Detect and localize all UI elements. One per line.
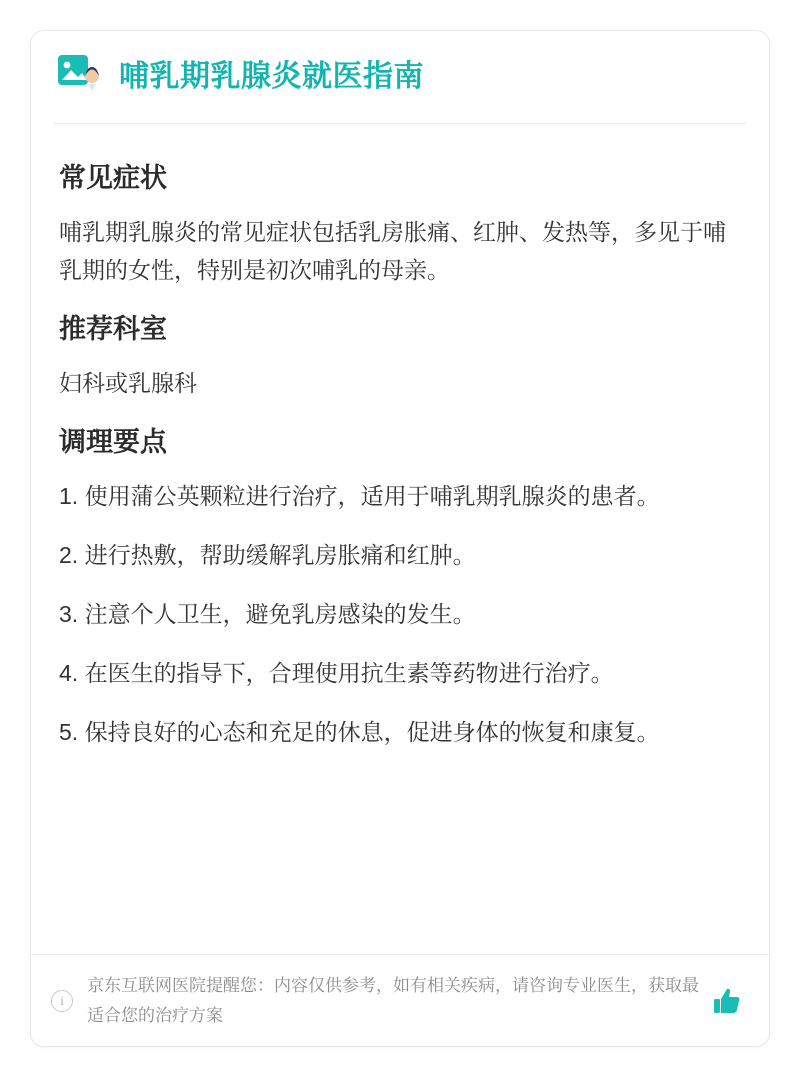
list-item: 3. 注意个人卫生，避免乳房感染的发生。	[59, 601, 476, 628]
list-item: 1. 使用蒲公英颗粒进行治疗，适用于哺乳期乳腺炎的患者。	[59, 483, 660, 510]
list-item: 2. 进行热敷，帮助缓解乳房胀痛和红肿。	[59, 542, 476, 569]
list-item: 5. 保持良好的心态和充足的休息，促进身体的恢复和康复。	[59, 718, 660, 745]
section-heading-department: 推荐科室	[59, 313, 167, 344]
guide-content	[31, 124, 769, 750]
section-text-symptoms: 哺乳期乳腺炎的常见症状包括乳房胀痛、红肿、发热等，多见于哺乳期的女性，特别是初次哺乳的母亲。	[59, 219, 726, 283]
care-points-list	[59, 478, 741, 750]
thumbs-up-icon[interactable]	[709, 981, 749, 1021]
section-text-department: 妇科或乳腺科	[59, 370, 197, 397]
guide-card	[30, 30, 770, 1047]
disclaimer-text: 京东互联网医院提醒您：内容仅供参考，如有相关疾病，请咨询专业医生，获取最适合您的治疗方案	[87, 975, 699, 1025]
info-circle-icon: i	[51, 990, 73, 1012]
section-heading-care-points: 调理要点	[59, 427, 167, 458]
page-title: 哺乳期乳腺炎就医指南	[119, 60, 424, 93]
list-item: 4. 在医生的指导下，合理使用抗生素等药物进行治疗。	[59, 659, 614, 686]
section-heading-symptoms: 常见症状	[59, 163, 167, 193]
document-image-icon	[55, 50, 109, 104]
footer-disclaimer-bar	[31, 954, 769, 1046]
title-row	[31, 31, 769, 123]
